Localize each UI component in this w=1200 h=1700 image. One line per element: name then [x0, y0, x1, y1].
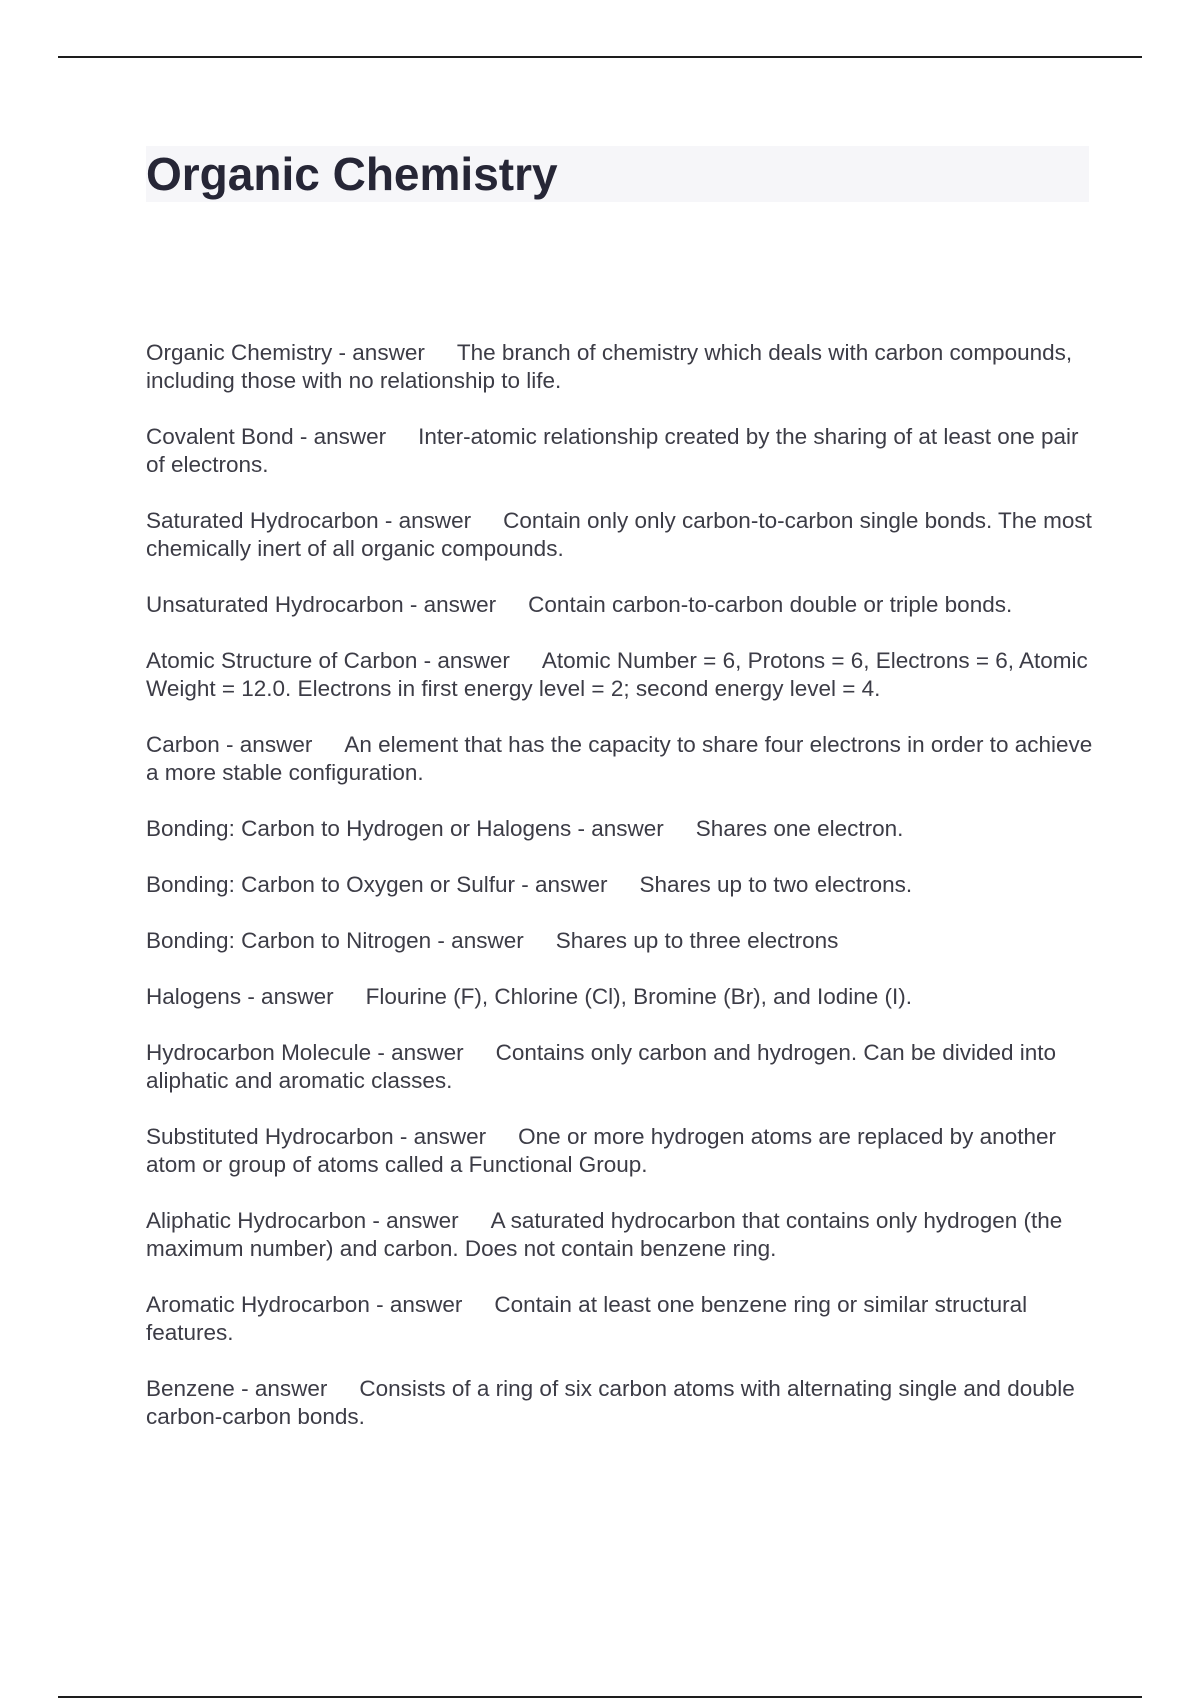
list-item	[146, 647, 1096, 703]
entry-term: Atomic Structure of Carbon - answer	[146, 648, 510, 673]
entry-definition: Shares up to three electrons	[555, 928, 839, 953]
entry-definition: Contain only only carbon-to-carbon single bonds. The most chemically inert of all organic compounds.	[146, 508, 1092, 561]
list-item	[146, 1039, 1096, 1095]
entry-term: Organic Chemistry - answer	[146, 340, 425, 365]
list-item	[146, 815, 1096, 843]
entry-term: Covalent Bond - answer	[146, 424, 387, 449]
list-item	[146, 983, 1096, 1011]
entry-definition: Atomic Number = 6, Protons = 6, Electrons = 6, Atomic Weight = 12.0. Electrons in first energy level = 2; second energy level = 4.	[146, 648, 1088, 701]
entry-term: Bonding: Carbon to Oxygen or Sulfur - answer	[146, 872, 608, 897]
entry-term: Saturated Hydrocarbon - answer	[146, 508, 472, 533]
bottom-rule	[58, 1696, 1142, 1698]
list-item	[146, 1291, 1096, 1347]
entry-definition: One or more hydrogen atoms are replaced by another atom or group of atoms called a Functional Group.	[146, 1124, 1056, 1177]
entry-list	[146, 339, 1096, 1459]
list-item	[146, 423, 1096, 479]
list-item	[146, 871, 1096, 899]
entry-term: Benzene - answer	[146, 1376, 328, 1401]
entry-definition: Consists of a ring of six carbon atoms with alternating single and double carbon-carbon bonds.	[146, 1376, 1075, 1429]
entry-term: Aliphatic Hydrocarbon - answer	[146, 1208, 459, 1233]
entry-definition: Flourine (F), Chlorine (Cl), Bromine (Br), and Iodine (I).	[365, 984, 912, 1009]
entry-term: Substituted Hydrocarbon - answer	[146, 1124, 487, 1149]
list-item	[146, 1207, 1096, 1263]
list-item	[146, 339, 1096, 395]
entry-term: Aromatic Hydrocarbon - answer	[146, 1292, 463, 1317]
entry-term: Bonding: Carbon to Hydrogen or Halogens - answer	[146, 816, 664, 841]
list-item	[146, 731, 1096, 787]
entry-definition: Contain carbon-to-carbon double or triple bonds.	[528, 592, 1013, 617]
entry-definition: A saturated hydrocarbon that contains only hydrogen (the maximum number) and carbon. Does not contain benzene ring.	[146, 1208, 1063, 1261]
list-item	[146, 1123, 1096, 1179]
entry-definition: Contains only carbon and hydrogen. Can be divided into aliphatic and aromatic classes.	[146, 1040, 1057, 1093]
entry-term: Unsaturated Hydrocarbon - answer	[146, 592, 497, 617]
entry-definition: Contain at least one benzene ring or similar structural features.	[146, 1292, 1028, 1345]
entry-term: Halogens - answer	[146, 984, 334, 1009]
entry-definition: Shares one electron.	[695, 816, 904, 841]
list-item	[146, 507, 1096, 563]
entry-definition: Inter-atomic relationship created by the sharing of at least one pair of electrons.	[146, 424, 1079, 477]
entry-term: Bonding: Carbon to Nitrogen - answer	[146, 928, 524, 953]
entry-definition: The branch of chemistry which deals with carbon compounds, including those with no relationship to life.	[146, 340, 1073, 393]
entry-definition: Shares up to two electrons.	[639, 872, 913, 897]
entry-term: Carbon - answer	[146, 732, 313, 757]
page-title: Organic Chemistry	[146, 148, 558, 200]
entry-definition: An element that has the capacity to share four electrons in order to achieve a more stable configuration.	[146, 732, 1093, 785]
top-rule	[58, 56, 1142, 58]
list-item	[146, 591, 1096, 619]
entry-term: Hydrocarbon Molecule - answer	[146, 1040, 464, 1065]
list-item	[146, 1375, 1096, 1431]
list-item	[146, 927, 1096, 955]
